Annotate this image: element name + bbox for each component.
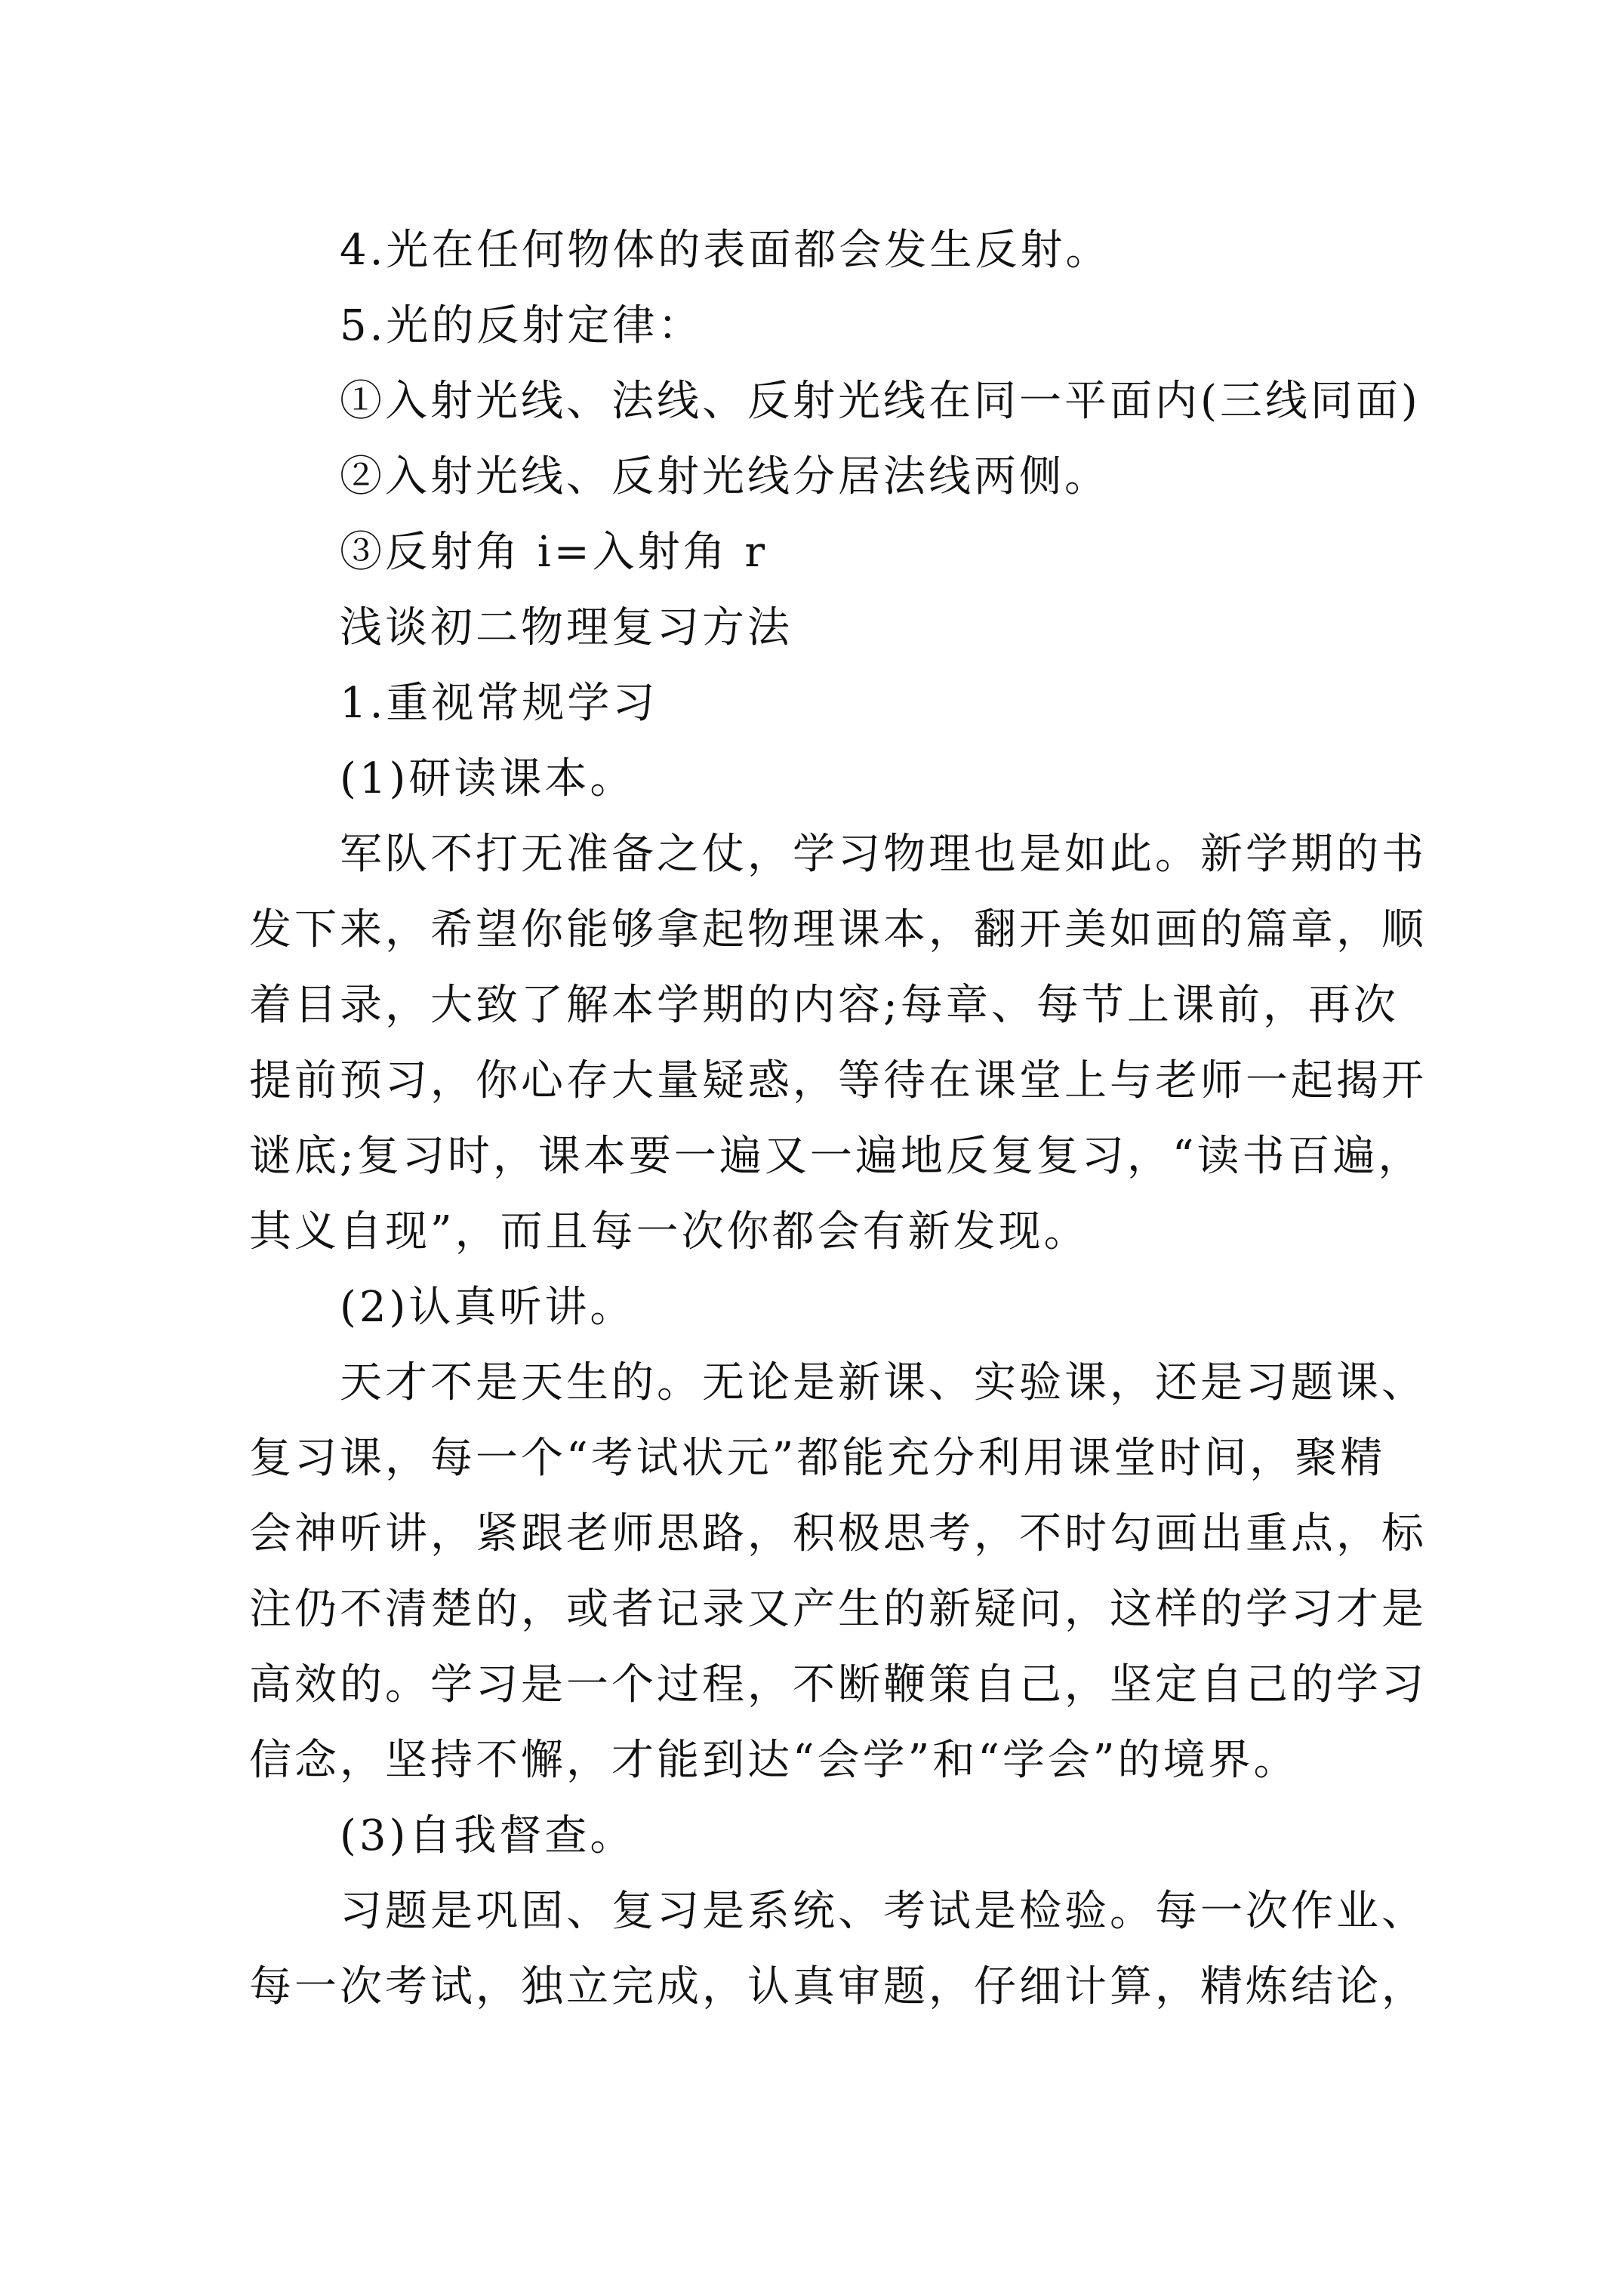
section-heading-1: 1.重视常规学习 bbox=[340, 679, 658, 728]
reflection-fact-4: 4.光在任何物体的表面都会发生反射。 bbox=[340, 226, 1111, 275]
paragraph-line: 军队不打无准备之仗，学习物理也是如此。新学期的书 bbox=[340, 830, 1427, 879]
section-title: 浅谈初二物理复习方法 bbox=[340, 603, 793, 652]
paragraph-line: 提前预习，你心存大量疑惑，等待在课堂上与老师一起揭开 bbox=[249, 1056, 1427, 1105]
subheading-1: (1)研读课本。 bbox=[340, 754, 636, 803]
paragraph-line: 发下来，希望你能够拿起物理课本，翻开美如画的篇章，顺 bbox=[249, 905, 1427, 954]
paragraph-line: 复习课，每一个“考试状元”都能充分利用课堂时间，聚精 bbox=[249, 1434, 1386, 1483]
subheading-2: (2)认真听讲。 bbox=[340, 1283, 636, 1332]
paragraph-listen-carefully bbox=[249, 1345, 1427, 1798]
paragraph-study-textbook bbox=[249, 817, 1427, 1270]
paragraph-line: 着目录，大致了解本学期的内容;每章、每节上课前，再次 bbox=[249, 981, 1399, 1030]
document-body bbox=[249, 213, 1427, 2025]
paragraph-line: 会神听讲，紧跟老师思路，积极思考，不时勾画出重点，标 bbox=[249, 1509, 1427, 1558]
paragraph-self-check bbox=[249, 1874, 1427, 2025]
paragraph-line: 其义自现”，而且每一次你都会有新发现。 bbox=[249, 1207, 1089, 1256]
paragraph-line: 注仍不清楚的，或者记录又产生的新疑问，这样的学习才是 bbox=[249, 1585, 1427, 1634]
paragraph-line: 高效的。学习是一个过程，不断鞭策自己，坚定自己的学习 bbox=[249, 1660, 1427, 1709]
paragraph-line: 每一次考试，独立完成，认真审题，仔细计算，精炼结论， bbox=[249, 1962, 1427, 2011]
paragraph-line: 习题是巩固、复习是系统、考试是检验。每一次作业、 bbox=[340, 1887, 1427, 1936]
reflection-law-item-1: ①入射光线、法线、反射光线在同一平面内(三线同面) bbox=[340, 377, 1421, 426]
paragraph-line: 谜底;复习时，课本要一遍又一遍地反复复习，“读书百遍， bbox=[249, 1132, 1424, 1181]
subheading-3: (3)自我督查。 bbox=[340, 1811, 636, 1860]
reflection-law-heading: 5.光的反射定律： bbox=[340, 301, 704, 350]
reflection-law-item-3: ③反射角 i=入射角 r bbox=[340, 528, 768, 577]
paragraph-line: 天才不是天生的。无论是新课、实验课，还是习题课、 bbox=[340, 1358, 1427, 1407]
reflection-law-item-2: ②入射光线、反射光线分居法线两侧。 bbox=[340, 452, 1110, 501]
paragraph-line: 信念，坚持不懈，才能到达“会学”和“学会”的境界。 bbox=[249, 1736, 1299, 1785]
